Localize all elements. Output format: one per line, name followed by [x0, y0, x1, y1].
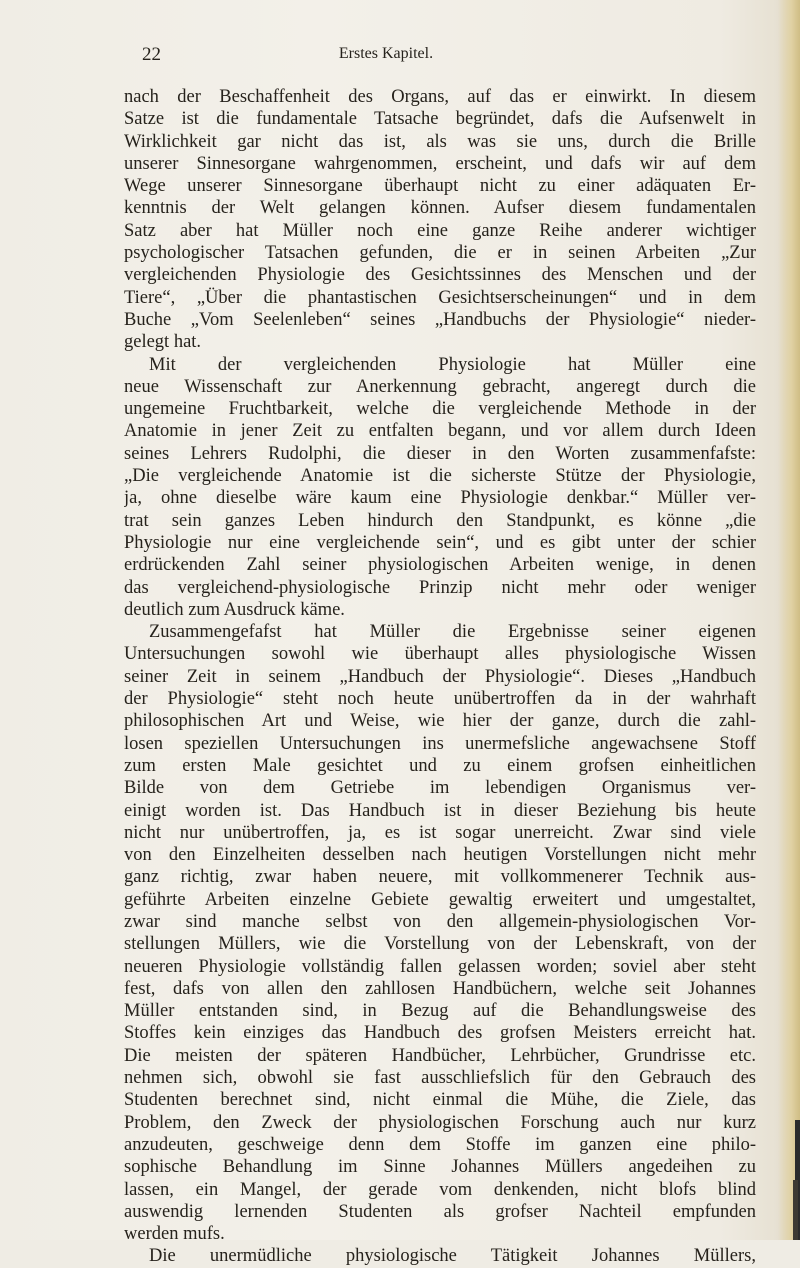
text-line: seiner Zeit in seinem „Handbuch der Physiologie“. Dieses „Handbuch — [124, 666, 756, 687]
text-line: „Die vergleichende Anatomie ist die sicherste Stütze der Physiologie, — [124, 466, 756, 487]
text-line: Studenten berechnet sind, nicht einmal die Mühe, die Ziele, das — [124, 1090, 756, 1111]
text-line: nicht nur unübertroffen, ja, es ist sogar unerreicht. Zwar sind viele — [124, 822, 756, 843]
body-text — [124, 86, 756, 1268]
text-line: erdrückenden Zahl seiner physiologischen Arbeiten wenige, in denen — [124, 555, 756, 576]
text-line: Die unermüdliche physiologische Tätigkeit Johannes Müllers, — [149, 1246, 756, 1267]
text-line: ungemeine Fruchtbarkeit, welche die vergleichende Methode in der — [124, 399, 756, 420]
text-line: seines Lehrers Rudolphi, die dieser in den Worten zusammenfafste: — [124, 443, 756, 464]
text-line: nach der Beschaffenheit des Organs, auf das er einwirkt. In diesem — [124, 87, 756, 107]
text-line: der Physiologie“ steht noch heute unübertroffen da in der wahrhaft — [124, 689, 756, 710]
text-line: neue Wissenschaft zur Anerkennung gebracht, angeregt durch die — [124, 376, 756, 397]
text-line: ja, ohne dieselbe wäre kaum eine Physiologie denkbar.“ Müller ver- — [124, 488, 756, 509]
text-line: lassen, ein Mangel, der gerade vom denkenden, nicht blofs blind — [124, 1179, 756, 1200]
text-line: Müller entstanden sind, in Bezug auf die Behandlungsweise des — [124, 1001, 756, 1022]
text-line: einigt worden ist. Das Handbuch ist in dieser Beziehung bis heute — [124, 800, 756, 821]
text-line: Physiologie nur eine vergleichende sein“, und es gibt unter der schier — [124, 532, 756, 553]
text-line: Die meisten der späteren Handbücher, Lehrbücher, Grundrisse etc. — [124, 1045, 756, 1066]
text-line: Zusammengefafst hat Müller die Ergebnisse seiner eigenen — [149, 622, 756, 643]
text-line: anzudeuten, geschweige denn dem Stoffe im ganzen eine philo- — [124, 1134, 756, 1155]
text-line: Bilde von dem Getriebe im lebendigen Organismus ver- — [124, 778, 756, 799]
text-line: gelegt hat. — [124, 332, 202, 353]
text-line: Wege unserer Sinnesorgane überhaupt nicht zu einer adäquaten Er- — [124, 176, 756, 197]
text-line: Problem, den Zweck der physiologischen Forschung auch nur kurz — [124, 1112, 756, 1133]
text-line: fest, dafs von allen den zahllosen Handbüchern, welche seit Johannes — [124, 978, 756, 999]
text-line: Stoffes kein einziges das Handbuch des grofsen Meisters erreicht hat. — [124, 1023, 756, 1044]
running-head: Erstes Kapitel. — [338, 45, 434, 62]
page-header — [0, 44, 800, 74]
text-line: sophische Behandlung im Sinne Johannes Müllers angedeihen zu — [124, 1157, 756, 1178]
text-line: kenntnis der Welt gelangen können. Aufser diesem fundamentalen — [124, 198, 756, 219]
text-line: unserer Sinnesorgane wahrgenommen, erscheint, und dafs wir auf dem — [124, 153, 756, 174]
text-line: Satz aber hat Müller noch eine ganze Reihe anderer wichtiger — [124, 220, 756, 241]
text-line: ganz richtig, zwar haben neuere, mit vollkommenerer Technik aus- — [124, 867, 756, 888]
text-line: stellungen Müllers, wie die Vorstellung von der Lebenskraft, von der — [124, 934, 756, 955]
text-line: Untersuchungen sowohl wie überhaupt alles physiologische Wissen — [124, 644, 756, 665]
text-line: neueren Physiologie vollständig fallen gelassen worden; soviel aber steht — [124, 956, 756, 977]
text-line: philosophischen Art und Weise, wie hier der ganze, durch die zahl- — [124, 711, 756, 732]
page-edge-shading — [778, 0, 800, 1240]
text-line: losen speziellen Untersuchungen ins unermefsliche angewachsene Stoff — [124, 733, 756, 754]
page-number: 22 — [142, 44, 161, 65]
text-line: deutlich zum Ausdruck käme. — [124, 599, 345, 620]
text-line: Satze ist die fundamentale Tatsache begründet, dafs die Aufsenwelt in — [124, 109, 756, 130]
text-line: Anatomie in jener Zeit zu entfalten begann, und vor allem durch Ideen — [124, 421, 756, 442]
page-edge-binding-lower — [793, 1180, 798, 1240]
text-line: vergleichenden Physiologie des Gesichtssinnes des Menschen und der — [124, 265, 756, 286]
text-line: nehmen sich, obwohl sie fast ausschliefslich für den Gebrauch des — [124, 1068, 756, 1089]
text-line: Mit der vergleichenden Physiologie hat Müller eine — [149, 354, 756, 375]
text-line: zum ersten Male gesichtet und zu einem grofsen einheitlichen — [124, 755, 756, 776]
text-line: Tiere“, „Über die phantastischen Gesichtserscheinungen“ und in dem — [124, 287, 756, 308]
text-line: Wirklichkeit gar nicht das ist, als was sie uns, durch die Brille — [124, 131, 756, 152]
text-line: von den Einzelheiten desselben nach heutigen Vorstellungen nicht mehr — [124, 845, 756, 866]
text-line: werden mufs. — [124, 1224, 225, 1245]
text-line: zwar sind manche selbst von den allgemein-physiologischen Vor- — [124, 911, 756, 932]
text-line: psychologischer Tatsachen gefunden, die er in seinen Arbeiten „Zur — [124, 243, 756, 264]
text-line: trat sein ganzes Leben hindurch den Standpunkt, es könne „die — [124, 510, 756, 531]
text-line: das vergleichend-physiologische Prinzip nicht mehr oder weniger — [124, 577, 756, 598]
text-line: geführte Arbeiten einzelne Gebiete gewaltig erweitert und umgestaltet, — [124, 889, 756, 910]
text-line: auswendig lernenden Studenten als grofser Nachteil empfunden — [124, 1201, 756, 1222]
text-line: Buche „Vom Seelenleben“ seines „Handbuchs der Physiologie“ nieder- — [124, 309, 756, 330]
